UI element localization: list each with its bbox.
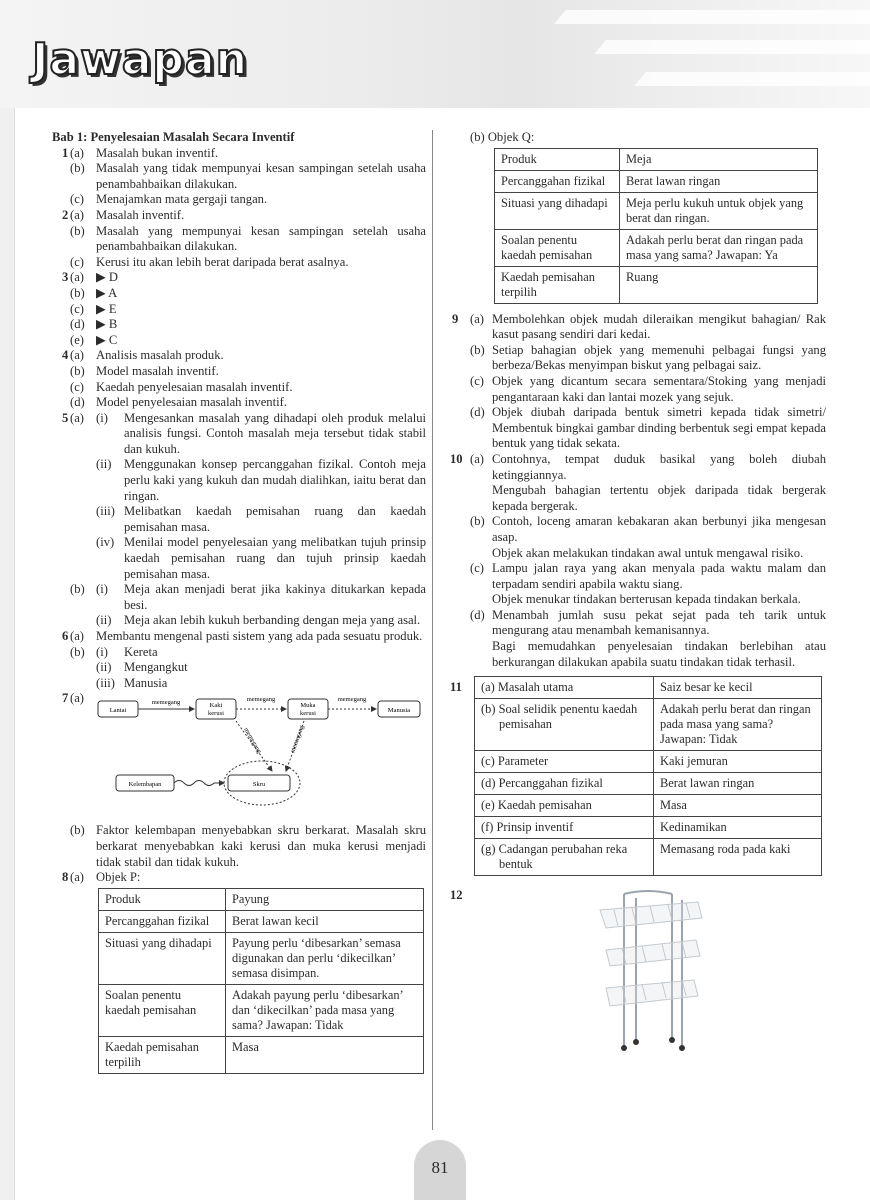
subpart-label: (i) (96, 582, 108, 597)
part-label: (d) (470, 607, 485, 622)
table-row (99, 910, 424, 932)
answer-text: Analisis masalah produk. (96, 348, 224, 363)
node-kerusi: kerusi (208, 710, 224, 718)
question-8 (46, 870, 426, 886)
question-2-c (46, 255, 426, 271)
answer-text: Menilai model penyelesaian yang melibatkan tujuh prinsip kaedah pemisahan ruang dan tujuh prinsip kaedah pemisahan masa. (124, 535, 426, 581)
system-diagram (94, 693, 424, 826)
table-cell: Memasang roda pada kaki (654, 839, 822, 876)
column-divider (432, 130, 433, 1130)
question-4 (46, 348, 426, 364)
table-cell: Soalan penentu kaedah pemisahan (99, 984, 226, 1036)
question-9-d (446, 405, 826, 452)
table-cell: Payung (226, 888, 424, 910)
answer-text: Membantu mengenal pasti sistem yang ada pada sesuatu produk. (96, 629, 423, 643)
answer-text: Mengesankan masalah yang dihadapi oleh produk melalui analisis fungsi. Contoh masalah meja tersebut tidak stabil dan kukuh. (124, 410, 426, 456)
subpart-label: (ii) (96, 457, 112, 472)
table-cell: Produk (495, 148, 620, 170)
table-row (495, 148, 818, 170)
part-label: (a) (70, 207, 84, 222)
question-12 (446, 888, 826, 1058)
table-cell: Payung perlu ‘dibesarkan’ semasa digunakan dan perlu ‘dikecilkan’ semasa disimpan. (226, 932, 424, 984)
question-number: 6 (62, 629, 69, 643)
part-label: (d) (70, 317, 85, 332)
part-label: (a) (70, 348, 84, 363)
node-lantai: Lantai (109, 707, 127, 715)
question-3 (46, 270, 426, 286)
part-label: (b) (70, 823, 85, 838)
question-number: 8 (62, 870, 69, 885)
subpart-label: (i) (96, 410, 108, 425)
row-label: (b) (481, 702, 496, 717)
drying-rack-illustration (596, 888, 706, 1056)
edge-label: memegang (337, 696, 367, 704)
row-label: (d) (481, 776, 496, 791)
table-row (475, 677, 822, 699)
table-cell: Berat lawan ringan (654, 773, 822, 795)
question-number: 9 (452, 311, 459, 326)
table-cell: Adakah payung perlu ‘dibesarkan’ dan ‘dikecilkan’ pada masa yang sama? Jawapan: Tidak (226, 984, 424, 1036)
answer-text: ▶ E (96, 301, 117, 316)
question-3-d (46, 317, 426, 333)
question-9-b (446, 343, 826, 374)
node-kaki: Kaki (209, 702, 223, 710)
row-heading: Kaedah pemisahan (497, 798, 592, 813)
table-cell (475, 677, 654, 699)
row-heading: Cadangan perubahan reka bentuk (498, 842, 628, 872)
question-9-c (446, 374, 826, 405)
question-9 (446, 312, 826, 343)
table-row (475, 751, 822, 773)
page-header (0, 0, 870, 108)
question-1-c (46, 192, 426, 208)
part-label: (a) (70, 145, 84, 160)
part-label: (a) (70, 270, 84, 285)
table-cell (475, 839, 654, 876)
question-2 (46, 208, 426, 224)
table-cell (475, 751, 654, 773)
table-cell (475, 795, 654, 817)
table-row (495, 229, 818, 266)
table-row (475, 773, 822, 795)
page-number-tab (414, 1140, 466, 1200)
row-heading: Percanggahan fizikal (498, 776, 603, 791)
answer-text: Objek diubah daripada bentuk simetri kepada tidak simetri/ Membentuk bingkai gambar dinding berbentuk segi empat kepada bentuk yang tidak sekata. (492, 405, 826, 451)
question-number: 4 (62, 348, 69, 363)
node-muka: Muka (300, 702, 316, 710)
subpart-label: (i) (96, 644, 108, 659)
answer-text: Masalah inventif. (96, 207, 185, 222)
answer-text: Objek akan melakukan tindakan awal untuk mengawal risiko. (492, 545, 804, 560)
table-row (495, 170, 818, 192)
answer-text: ▶ D (96, 270, 118, 285)
row-heading: Prinsip inventif (496, 820, 574, 835)
question-3-b (46, 286, 426, 302)
question-4-c (46, 380, 426, 396)
part-label: (b) (470, 514, 485, 529)
answer-text: Manusia (124, 675, 168, 690)
answer-text: Objek menukar tindakan berterusan kepada tindakan berkala. (492, 592, 801, 607)
table-cell: Ruang (620, 266, 818, 303)
answer-text: Model masalah inventif. (96, 363, 219, 378)
row-heading: Masalah utama (497, 680, 574, 695)
table-cell: Masa (226, 1036, 424, 1073)
table-cell: Saiz besar ke kecil (654, 677, 822, 699)
table-cell: Kaki jemuran (654, 751, 822, 773)
part-label: (c) (470, 561, 484, 576)
table-cell: Soalan penentu kaedah pemisahan (495, 229, 620, 266)
answer-text: Melibatkan kaedah pemisahan ruang dan kaedah pemisahan masa. (124, 504, 426, 534)
part-label: (d) (70, 395, 85, 410)
table-cell: Kedinamikan (654, 817, 822, 839)
answer-text: Menajamkan mata gergaji tangan. (96, 192, 268, 207)
question-5-a-iii (46, 504, 426, 535)
table-row (99, 888, 424, 910)
table-cell: Situasi yang dihadapi (495, 192, 620, 229)
row-label: (f) (481, 820, 494, 835)
question-2-b (46, 224, 426, 255)
subpart-label: (ii) (96, 613, 112, 628)
question-3-c (46, 302, 426, 318)
question-number: 2 (62, 207, 69, 222)
answer-text: ▶ A (96, 285, 118, 300)
table-row (475, 699, 822, 751)
table-cell (475, 817, 654, 839)
question-number: 7 (62, 691, 69, 706)
edge-label: memegang (151, 699, 181, 707)
table-row (99, 1036, 424, 1073)
answer-text: Kerusi itu akan lebih berat daripada berat asalnya. (96, 254, 349, 269)
part-label: (b) (70, 223, 85, 238)
answer-text: Menambah jumlah susu pekat sejat pada teh tarik untuk mengurang atau menambah kemanisannya. (492, 607, 826, 638)
part-label: (a) (470, 311, 484, 326)
subpart-label: (iii) (96, 675, 115, 690)
part-label: (b) (70, 582, 85, 597)
question-number: 12 (450, 888, 463, 903)
part-label: (a) (70, 691, 84, 706)
table-cell: Situasi yang dihadapi (99, 932, 226, 984)
question-1-b (46, 161, 426, 192)
answer-text: Contoh, loceng amaran kebakaran akan berbunyi jika mengesan asap. (492, 514, 826, 544)
part-label: (b) (70, 363, 85, 378)
node-skru: Skru (252, 781, 266, 789)
answer-text: Meja akan lebih kukuh berbanding dengan meja yang asal. (124, 613, 421, 628)
part-label: (c) (70, 301, 84, 316)
answer-text: Setiap bahagian objek yang memenuhi pelbagai fungsi yang berbeza/Bekas menyimpan biskut yang pelbagai saiz. (492, 342, 826, 373)
part-label: (d) (470, 405, 485, 420)
chapter-heading: Bab 1: Penyelesaian Masalah Secara Inventif (52, 130, 295, 144)
binding-edge (0, 0, 15, 1200)
answer-text: Masalah bukan inventif. (96, 145, 219, 160)
subpart-label: (iii) (96, 504, 115, 519)
edge-label: memegang (242, 726, 263, 756)
table-cell: Adakah perlu berat dan ringan pada masa yang sama? Jawapan: Tidak (654, 699, 822, 751)
answer-text: Mengangkut (124, 660, 188, 675)
table-row (475, 839, 822, 876)
question-4-d (46, 395, 426, 411)
question-10-c (446, 561, 826, 608)
analysis-table (474, 676, 822, 876)
part-label: (c) (70, 379, 84, 394)
table-cell (475, 773, 654, 795)
row-label: (e) (481, 798, 495, 813)
table-cell: Adakah perlu berat dan ringan pada masa yang sama? Jawapan: Ya (620, 229, 818, 266)
table-cell: Percanggahan fizikal (495, 170, 620, 192)
node-kelembapan: Kelembapan (128, 781, 162, 789)
table-cell: Percanggahan fizikal (99, 910, 226, 932)
question-10-b (446, 514, 826, 561)
question-10-d (446, 608, 826, 670)
page-number: 81 (431, 1158, 449, 1177)
part-label: (e) (70, 332, 84, 347)
table-cell: Meja (620, 148, 818, 170)
question-6-b-iii (46, 676, 426, 692)
table-cell: Kaedah pemisahan terpilih (99, 1036, 226, 1073)
right-column (446, 130, 826, 1058)
table-row (99, 984, 424, 1036)
question-6-b-ii (46, 660, 426, 676)
answer-text: Objek yang dicantum secara sementara/Stoking yang menjadi pengantaraan kaki dan lantai mozek yang sejuk. (492, 373, 826, 404)
row-heading: Soal selidik penentu kaedah pemisahan (498, 702, 638, 732)
table-cell: Produk (99, 888, 226, 910)
table-cell: Berat lawan kecil (226, 910, 424, 932)
table-cell: Kaedah pemisahan terpilih (495, 266, 620, 303)
answer-text: Lampu jalan raya yang akan menyala pada waktu malam dan terpadam sendiri apabila waktu siang. (492, 561, 826, 591)
answer-text: Masalah yang tidak mempunyai kesan sampingan setelah usaha penambahbaikan dilakukan. (96, 161, 426, 191)
question-5-a-iv (46, 535, 426, 582)
row-heading: Parameter (497, 754, 549, 769)
subpart-label: (iv) (96, 535, 115, 550)
question-10-a (446, 452, 826, 514)
table-row (475, 817, 822, 839)
part-label: (b) (70, 644, 85, 659)
part-label: (c) (70, 192, 84, 207)
answer-text: Model penyelesaian masalah inventif. (96, 395, 287, 410)
question-5-a-ii (46, 457, 426, 504)
question-6 (46, 629, 426, 645)
answer-text: Meja akan menjadi berat jika kakinya ditukarkan kepada besi. (124, 582, 426, 612)
question-number: 10 (450, 451, 463, 466)
edge-label: memegang (289, 724, 306, 755)
table-caption: (b) Objek Q: (470, 130, 535, 144)
row-label: (g) (481, 842, 496, 857)
table-cell: Meja perlu kukuh untuk objek yang berat dan ringan. (620, 192, 818, 229)
answer-text: Faktor kelembapan menyebabkan skru berkarat. Masalah skru berkarat menyebabkan kaki kerusi dan muka kerusi menjadi tidak stabil dan tidak kukuh. (96, 823, 426, 869)
subpart-label: (ii) (96, 660, 112, 675)
row-label: (a) (481, 680, 495, 695)
part-label: (a) (70, 629, 84, 643)
question-5-b-ii (46, 613, 426, 629)
table-caption: Objek P: (96, 870, 141, 885)
object-q-table (494, 148, 818, 304)
question-3-e (46, 333, 426, 349)
answer-text: ▶ B (96, 317, 118, 332)
answer-text: Menggunakan konsep percanggahan fizikal. Contoh meja perlu kaki yang kukuh dan mudah dialihkan, iaitu berat dan ringan. (124, 457, 426, 503)
question-number: 11 (450, 680, 462, 695)
question-11 (446, 676, 826, 876)
answer-text: Membolehkan objek mudah dileraikan mengikut bahagian/ Rak kasut pasang sendiri dari kedai. (492, 311, 826, 342)
answer-text: Masalah yang mempunyai kesan sampingan setelah usaha penambahbaikan dilakukan. (96, 223, 426, 254)
node-manusia: Manusia (387, 707, 411, 715)
edge-label: memegang (246, 696, 276, 704)
row-label: (c) (481, 754, 495, 769)
part-label: (c) (70, 254, 84, 269)
table-cell: Berat lawan ringan (620, 170, 818, 192)
answer-text: Kaedah penyelesaian masalah inventif. (96, 379, 293, 394)
part-label: (a) (70, 870, 84, 885)
answer-text: Contohnya, tempat duduk basikal yang boleh diubah ketinggiannya. (492, 451, 826, 482)
part-label: (c) (470, 373, 484, 388)
part-label: (b) (70, 285, 85, 300)
answer-text: Mengubah bahagian tertentu objek daripada tidak bergerak kepada bergerak. (492, 483, 826, 513)
node-kerusi-2: kerusi (300, 710, 316, 718)
part-label: (a) (70, 410, 84, 425)
question-1 (46, 146, 426, 162)
question-7 (46, 691, 426, 823)
part-label: (a) (470, 451, 484, 466)
table-row (495, 266, 818, 303)
page-title: Jawapan (32, 34, 248, 85)
answer-text: ▶ C (96, 332, 118, 347)
left-column (46, 130, 426, 1074)
question-5-b-i (46, 582, 426, 613)
object-p-table (98, 888, 424, 1074)
question-number: 5 (62, 410, 69, 425)
question-4-b (46, 364, 426, 380)
question-number: 3 (62, 270, 69, 285)
answer-text: Bagi memudahkan penyelesaian tindakan berlebihan atau berkurangan dilakukan apabila suatu tindakan tidak terhasil. (492, 639, 826, 669)
part-label: (b) (70, 161, 85, 176)
table-row (99, 932, 424, 984)
part-label: (b) (470, 342, 485, 357)
question-5 (46, 411, 426, 458)
question-7-b (46, 823, 426, 870)
question-number: 1 (62, 145, 69, 160)
answer-text: Kereta (124, 644, 158, 659)
table-cell: Masa (654, 795, 822, 817)
table-cell (475, 699, 654, 751)
table-row (495, 192, 818, 229)
table-row (475, 795, 822, 817)
question-6-b-i (46, 645, 426, 661)
